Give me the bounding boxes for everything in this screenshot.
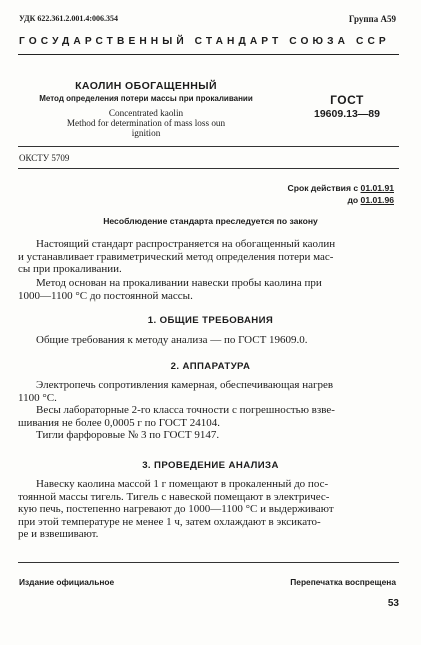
text-line: Настоящий стандарт распространяется на обогащенный каолин bbox=[36, 238, 336, 250]
text-line: Электропечь сопротивления камерная, обеспечивающая нагрев bbox=[36, 379, 334, 391]
text-line: и устанавливает гравиметрический метод определения потери мас- bbox=[18, 250, 334, 263]
section-2-heading: 2. АППАРАТУРА bbox=[170, 361, 251, 372]
title-en: Concentrated kaolin bbox=[108, 108, 184, 118]
text-line: ре и взвешивают. bbox=[18, 528, 99, 541]
okstu-code: ОКСТУ 5709 bbox=[19, 153, 70, 163]
gost-label: ГОСТ bbox=[330, 93, 364, 107]
subtitle-ru: Метод определения потери массы при прокаливании bbox=[39, 94, 253, 103]
validity-from-label: Срок действия с bbox=[287, 183, 359, 193]
text-line: Навеску каолина массой 1 г помещают в прокаленный до пос- bbox=[36, 478, 329, 490]
gost-block bbox=[307, 93, 387, 120]
section-3-heading: 3. ПРОВЕДЕНИЕ АНАЛИЗА bbox=[142, 460, 279, 471]
title-block bbox=[36, 66, 256, 138]
section-1-heading: 1. ОБЩИЕ ТРЕБОВАНИЯ bbox=[147, 315, 274, 326]
title-ru: КАОЛИН ОБОГАЩЕННЫЙ bbox=[75, 80, 217, 92]
intro-paragraph-2 bbox=[18, 277, 390, 302]
text-line: 1100 °С. bbox=[18, 391, 57, 404]
validity-to-date: 01.01.96 bbox=[360, 195, 394, 205]
text-line: шивания не более 0,0005 г по ГОСТ 24104. bbox=[18, 416, 220, 429]
text-line: кую печь, постепенно нагревают до 1000—1100 °С и выдерживают bbox=[18, 503, 334, 516]
validity-line-2 bbox=[288, 194, 395, 206]
text-line: 1000—1100 °С до постоянной массы. bbox=[18, 289, 193, 302]
text-line: Тигли фарфоровые № 3 по ГОСТ 9147. bbox=[36, 429, 220, 442]
section-2-text bbox=[18, 379, 390, 442]
text-line: Весы лабораторные 2-го класса точности с погрешностью взве- bbox=[36, 404, 335, 417]
group-code: Группа А59 bbox=[348, 14, 396, 24]
section-3-text bbox=[18, 478, 390, 541]
gost-number: 19609.13—89 bbox=[314, 108, 380, 120]
text-line: Метод основан на прокаливании навески пробы каолина при bbox=[36, 277, 322, 289]
validity-from-date: 01.01.91 bbox=[360, 183, 394, 193]
penalty-notice: Несоблюдение стандарта преследуется по закону bbox=[103, 216, 318, 226]
text-line: тоянной массы тигель. Тигель с навеской помещают в электричес- bbox=[18, 490, 330, 503]
footer-divider bbox=[18, 562, 399, 563]
okstu-divider bbox=[18, 168, 399, 169]
official-edition-note: Издание официальное bbox=[19, 577, 115, 587]
subtitle-en-line1: Method for determination of mass loss oun bbox=[66, 118, 226, 128]
validity-line-1 bbox=[288, 182, 395, 194]
state-standard-banner: ГОСУДАРСТВЕННЫЙ СТАНДАРТ СОЮЗА ССР bbox=[19, 36, 390, 47]
reprint-prohibited-note: Перепечатка воспрещена bbox=[290, 577, 396, 587]
header-divider bbox=[18, 54, 399, 55]
title-divider bbox=[18, 146, 399, 147]
subtitle-en-line2: ignition bbox=[131, 128, 161, 138]
text-line: Общие требования к методу анализа — по ГОСТ 19609.0. bbox=[36, 334, 308, 346]
validity-period bbox=[288, 182, 395, 206]
intro-paragraph-1 bbox=[18, 238, 390, 276]
text-line: сы при прокаливании. bbox=[18, 263, 122, 276]
udk-code: УДК 622.361.2.001.4:006.354 bbox=[19, 14, 119, 23]
validity-to-label: до bbox=[347, 195, 359, 205]
text-line: при этой температуре не менее 1 ч, затем охлаждают в эксикато- bbox=[18, 515, 321, 528]
page-number: 53 bbox=[387, 598, 399, 609]
section-1-text bbox=[18, 334, 390, 347]
